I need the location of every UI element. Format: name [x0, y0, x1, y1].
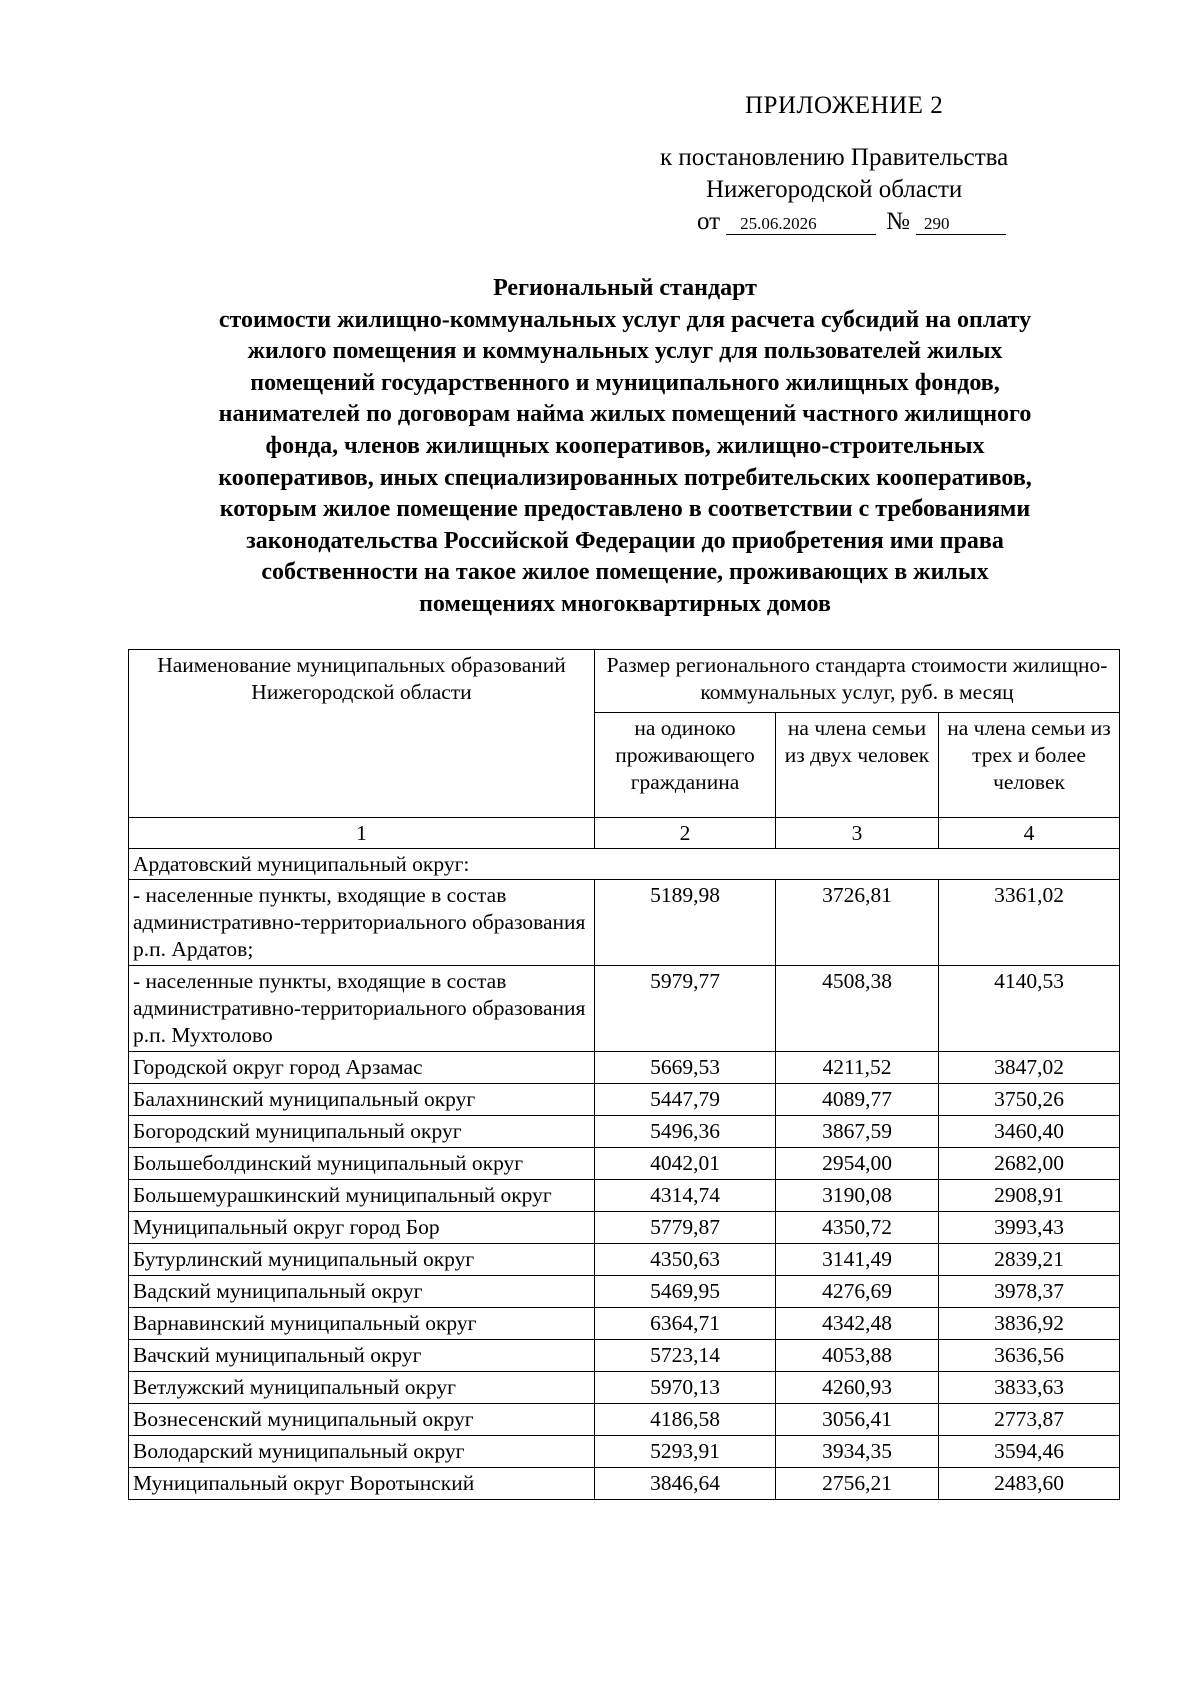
municipality-name-cell: Муниципальный округ город Бор [129, 1212, 595, 1244]
three-plus-value-cell: 2682,00 [939, 1148, 1120, 1180]
table-row [129, 966, 1120, 1052]
municipality-name-cell: Большемурашкинский муниципальный округ [129, 1180, 595, 1212]
two-person-value-cell: 4260,93 [776, 1372, 939, 1404]
single-resident-value-cell: 4350,63 [595, 1244, 776, 1276]
single-resident-value-cell: 5496,36 [595, 1116, 776, 1148]
title-line: Региональный стандарт [493, 275, 757, 301]
three-plus-value-cell: 3978,37 [939, 1276, 1120, 1308]
municipality-name-cell: Вадский муниципальный округ [129, 1276, 595, 1308]
two-person-value-cell: 2954,00 [776, 1148, 939, 1180]
single-resident-value-cell: 4186,58 [595, 1404, 776, 1436]
three-plus-value-cell: 3361,02 [939, 880, 1120, 966]
municipality-name-cell: Муниципальный округ Воротынский [129, 1468, 595, 1500]
single-resident-value-cell: 5669,53 [595, 1052, 776, 1084]
table-row [129, 1116, 1120, 1148]
table-row [129, 1244, 1120, 1276]
single-resident-value-cell: 3846,64 [595, 1468, 776, 1500]
title-line: стоимости жилищно-коммунальных услуг для расчета субсидий на оплату [218, 306, 1032, 333]
table-row [129, 1052, 1120, 1084]
three-plus-value-cell: 3836,92 [939, 1308, 1120, 1340]
section-row [129, 849, 1120, 880]
title-line: помещениях многоквартирных домов [419, 590, 831, 617]
single-resident-value-cell: 4042,01 [595, 1148, 776, 1180]
municipality-name-cell: Бутурлинский муниципальный округ [129, 1244, 595, 1276]
title-line: законодательства Российской Федерации до приобретения ими права [246, 527, 1004, 554]
municipality-name-cell: - населенные пункты, входящие в состав административно-территориального образования р.п. Мухтолово [129, 966, 595, 1052]
two-person-value-cell: 3934,35 [776, 1436, 939, 1468]
two-person-family-column-header: на члена семьи из двух человек [776, 713, 939, 818]
municipality-name-cell: Богородский муниципальный округ [129, 1116, 595, 1148]
single-resident-value-cell: 5779,87 [595, 1212, 776, 1244]
municipality-name-cell: - населенные пункты, входящие в состав административно-территориального образования р.п. Ардатов; [129, 880, 595, 966]
column-number-row [129, 818, 1120, 849]
three-plus-value-cell: 3750,26 [939, 1084, 1120, 1116]
title-line: собственности на такое жилое помещение, проживающих в жилых [261, 559, 989, 586]
table-header-row [129, 650, 1120, 713]
column-number: 3 [776, 818, 939, 849]
column-number: 1 [129, 818, 595, 849]
standard-size-group-header: Размер регионального стандарта стоимости жилищно-коммунальных услуг, руб. в месяц [595, 650, 1120, 713]
table-row [129, 1372, 1120, 1404]
three-plus-value-cell: 3833,63 [939, 1372, 1120, 1404]
title-line: нанимателей по договорам найма жилых помещений частного жилищного [218, 401, 1032, 428]
two-person-value-cell: 4342,48 [776, 1308, 939, 1340]
title-line: кооперативов, иных специализированных потребительских кооперативов, [218, 464, 1032, 491]
three-plus-value-cell: 2483,60 [939, 1468, 1120, 1500]
section-title: Ардатовский муниципальный округ: [129, 849, 1120, 880]
municipality-name-cell: Вознесенский муниципальный округ [129, 1404, 595, 1436]
number-prefix: № [886, 208, 910, 235]
two-person-value-cell: 4053,88 [776, 1340, 939, 1372]
table-row [129, 1468, 1120, 1500]
three-plus-value-cell: 3636,56 [939, 1340, 1120, 1372]
single-resident-value-cell: 5189,98 [595, 880, 776, 966]
two-person-value-cell: 4508,38 [776, 966, 939, 1052]
three-plus-value-cell: 3993,43 [939, 1212, 1120, 1244]
decree-reference-line1: к постановлению Правительства [660, 144, 1009, 171]
single-resident-value-cell: 5979,77 [595, 966, 776, 1052]
table-row [129, 1340, 1120, 1372]
single-resident-value-cell: 4314,74 [595, 1180, 776, 1212]
table-row [129, 1404, 1120, 1436]
two-person-value-cell: 4089,77 [776, 1084, 939, 1116]
municipality-name-cell: Большеболдинский муниципальный округ [129, 1148, 595, 1180]
table-row [129, 1276, 1120, 1308]
appendix-title: ПРИЛОЖЕНИЕ 2 [745, 92, 944, 119]
two-person-value-cell: 4211,52 [776, 1052, 939, 1084]
municipality-name-cell: Балахнинский муниципальный округ [129, 1084, 595, 1116]
title-line: помещений государственного и муниципального жилищных фондов, [250, 369, 1000, 396]
municipality-name-cell: Вачский муниципальный округ [129, 1340, 595, 1372]
three-plus-family-column-header: на члена семьи из трех и более человек [939, 713, 1120, 818]
decree-date-field: 25.06.2026 [726, 214, 876, 235]
decree-number-field: 290 [916, 214, 1006, 235]
three-plus-value-cell: 2839,21 [939, 1244, 1120, 1276]
two-person-value-cell: 4350,72 [776, 1212, 939, 1244]
column-number: 4 [939, 818, 1120, 849]
municipality-column-header: Наименование муниципальных образований Нижегородской области [129, 650, 595, 818]
title-line: жилого помещения и коммунальных услуг для пользователей жилых [247, 338, 1003, 365]
column-number: 2 [595, 818, 776, 849]
table-row [129, 1148, 1120, 1180]
single-resident-value-cell: 6364,71 [595, 1308, 776, 1340]
document-title [130, 273, 1120, 621]
table-row [129, 1084, 1120, 1116]
two-person-value-cell: 3726,81 [776, 880, 939, 966]
single-resident-value-cell: 5469,95 [595, 1276, 776, 1308]
title-line: которым жилое помещение предоставлено в соответствии с требованиями [219, 496, 1031, 523]
two-person-value-cell: 3141,49 [776, 1244, 939, 1276]
single-resident-column-header: на одиноко проживающего гражданина [595, 713, 776, 818]
single-resident-value-cell: 5970,13 [595, 1372, 776, 1404]
two-person-value-cell: 3056,41 [776, 1404, 939, 1436]
three-plus-value-cell: 4140,53 [939, 966, 1120, 1052]
two-person-value-cell: 3190,08 [776, 1180, 939, 1212]
two-person-value-cell: 2756,21 [776, 1468, 939, 1500]
two-person-value-cell: 3867,59 [776, 1116, 939, 1148]
three-plus-value-cell: 3847,02 [939, 1052, 1120, 1084]
three-plus-value-cell: 3460,40 [939, 1116, 1120, 1148]
single-resident-value-cell: 5447,79 [595, 1084, 776, 1116]
decree-reference-line2: Нижегородской области [706, 176, 963, 203]
municipality-name-cell: Володарский муниципальный округ [129, 1436, 595, 1468]
standard-cost-table [128, 649, 1120, 1500]
three-plus-value-cell: 2773,87 [939, 1404, 1120, 1436]
table-row [129, 1180, 1120, 1212]
date-prefix: от [697, 208, 721, 235]
three-plus-value-cell: 3594,46 [939, 1436, 1120, 1468]
single-resident-value-cell: 5723,14 [595, 1340, 776, 1372]
two-person-value-cell: 4276,69 [776, 1276, 939, 1308]
three-plus-value-cell: 2908,91 [939, 1180, 1120, 1212]
table-row [129, 1212, 1120, 1244]
municipality-name-cell: Городской округ город Арзамас [129, 1052, 595, 1084]
table-row [129, 1436, 1120, 1468]
municipality-name-cell: Варнавинский муниципальный округ [129, 1308, 595, 1340]
single-resident-value-cell: 5293,91 [595, 1436, 776, 1468]
table-row [129, 1308, 1120, 1340]
decree-date-number-line [697, 208, 1006, 236]
municipality-name-cell: Ветлужский муниципальный округ [129, 1372, 595, 1404]
table-row [129, 880, 1120, 966]
title-line: фонда, членов жилищных кооперативов, жилищно-строительных [265, 432, 985, 459]
